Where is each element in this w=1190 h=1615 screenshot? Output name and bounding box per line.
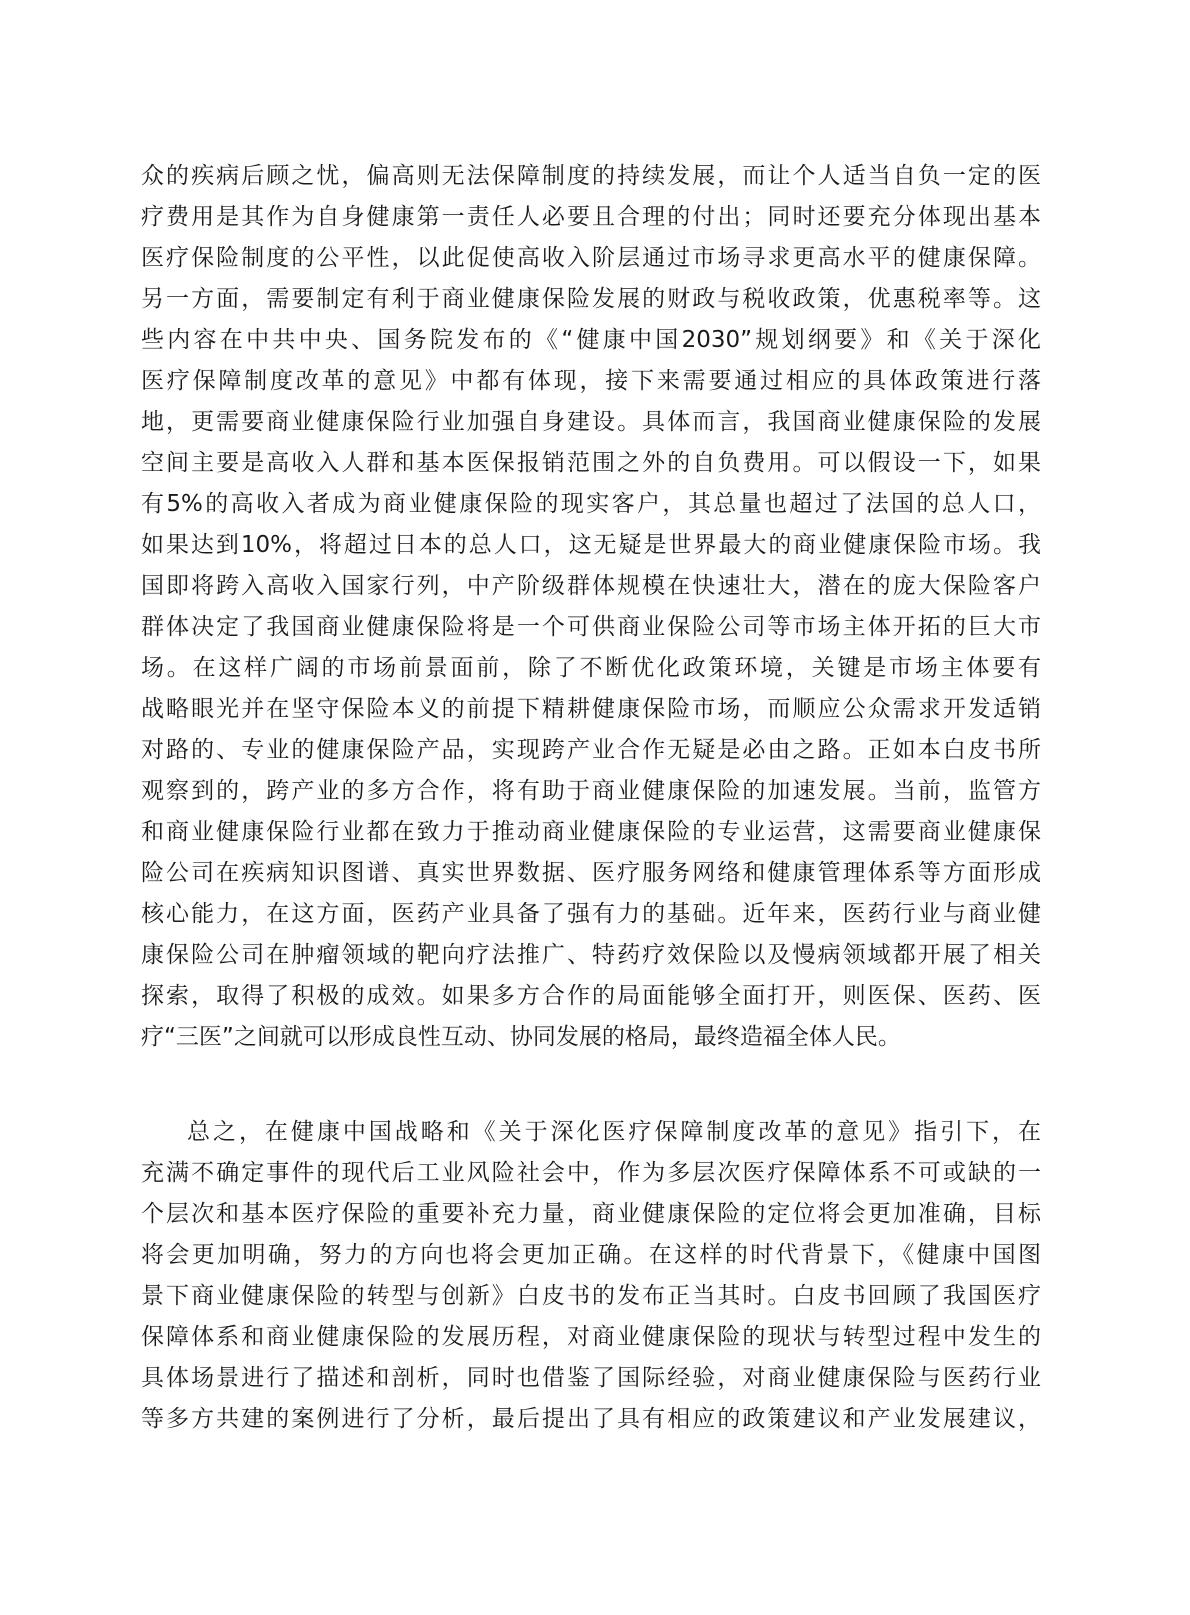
text-line: 有5%的高收入者成为商业健康保险的现实客户，其总量也超过了法国的总人口， [141,491,1041,517]
text-line: 探索，取得了积极的成效。如果多方合作的局面能够全面打开，则医保、医药、医 [141,983,1041,1009]
text-line: 个层次和基本医疗保险的重要补充力量，商业健康保险的定位将会更加准确，目标 [141,1201,1041,1227]
text-line: 核心能力，在这方面，医药产业具备了强有力的基础。近年来，医药行业与商业健 [141,901,1041,927]
text-line: 场。在这样广阔的市场前景面前，除了不断优化政策环境，关键是市场主体要有 [141,655,1041,681]
text-line: 对路的、专业的健康保险产品，实现跨产业合作无疑是必由之路。正如本白皮书所 [141,737,1041,763]
text-line: 另一方面，需要制定有利于商业健康保险发展的财政与税收政策，优惠税率等。这 [141,286,1041,312]
text-line: 些内容在中共中央、国务院发布的《“健康中国2030”规划纲要》和《关于深化 [141,327,1041,353]
text-line: 具体场景进行了描述和剖析，同时也借鉴了国际经验，对商业健康保险与医药行业 [141,1365,1041,1391]
text-line: 群体决定了我国商业健康保险将是一个可供商业保险公司等市场主体开拓的巨大市 [141,614,1041,640]
text-line: 观察到的，跨产业的多方合作，将有助于商业健康保险的加速发展。当前，监管方 [141,778,1041,804]
text-line: 战略眼光并在坚守保险本义的前提下精耕健康保险市场，而顺应公众需求开发适销 [141,696,1041,722]
paragraph-2 [141,1112,1041,1440]
text-line: 康保险公司在肿瘤领域的靶向疗法推广、特药疗效保险以及慢病领域都开展了相关 [141,942,1041,968]
text-line: 空间主要是高收入人群和基本医保报销范围之外的自负费用。可以假设一下，如果 [141,450,1041,476]
text-line: 如果达到10%，将超过日本的总人口，这无疑是世界最大的商业健康保险市场。我 [141,532,1041,558]
text-line: 众的疾病后顾之忧，偏高则无法保障制度的持续发展，而让个人适当自负一定的医 [141,163,1041,189]
text-line: 景下商业健康保险的转型与创新》白皮书的发布正当其时。白皮书回顾了我国医疗 [141,1283,1041,1309]
text-line: 国即将跨入高收入国家行列，中产阶级群体规模在快速壮大，潜在的庞大保险客户 [141,573,1041,599]
text-line: 保障体系和商业健康保险的发展历程，对商业健康保险的现状与转型过程中发生的 [141,1324,1041,1350]
text-line: 医疗保险制度的公平性，以此促使高收入阶层通过市场寻求更高水平的健康保障。 [141,245,1041,271]
text-line: 医疗保障制度改革的意见》中都有体现，接下来需要通过相应的具体政策进行落 [141,368,1041,394]
text-line: 总之，在健康中国战略和《关于深化医疗保障制度改革的意见》指引下，在 [187,1119,1041,1145]
text-line: 疗费用是其作为自身健康第一责任人必要且合理的付出；同时还要充分体现出基本 [141,204,1041,230]
text-line: 疗“三医”之间就可以形成良性互动、协同发展的格局，最终造福全体人民。 [141,1024,901,1050]
text-line: 将会更加明确，努力的方向也将会更加正确。在这样的时代背景下，《健康中国图 [141,1242,1041,1268]
text-line: 地，更需要商业健康保险行业加强自身建设。具体而言，我国商业健康保险的发展 [141,409,1041,435]
text-line: 险公司在疾病知识图谱、真实世界数据、医疗服务网络和健康管理体系等方面形成 [141,860,1041,886]
text-line: 等多方共建的案例进行了分析，最后提出了具有相应的政策建议和产业发展建议， [141,1406,1041,1432]
paragraph-1 [141,156,1041,1058]
text-line: 充满不确定事件的现代后工业风险社会中，作为多层次医疗保障体系不可或缺的一 [141,1160,1041,1186]
text-line: 和商业健康保险行业都在致力于推动商业健康保险的专业运营，这需要商业健康保 [141,819,1041,845]
